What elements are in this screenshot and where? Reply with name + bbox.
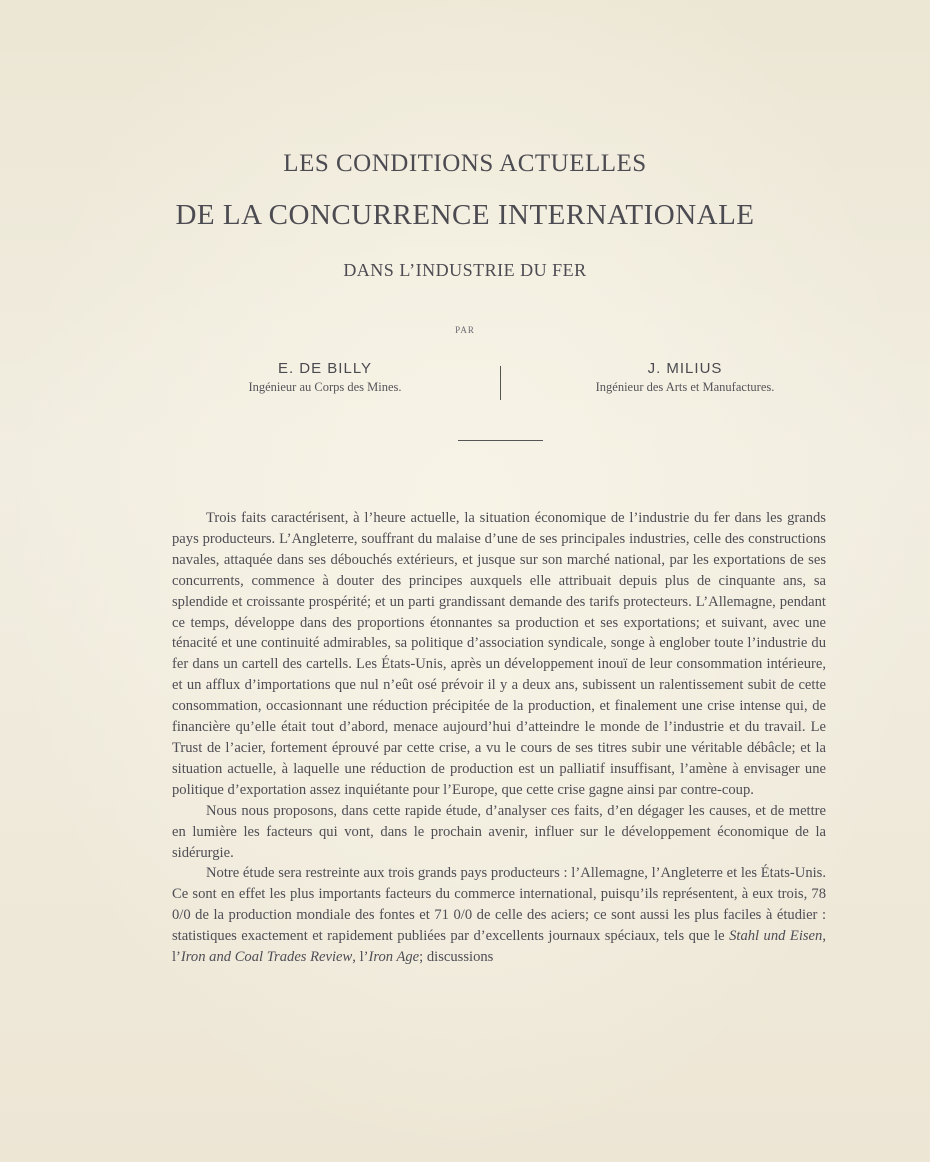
paragraph-2: Nous nous proposons, dans cette rapide étude, d’analyser ces faits, d’en dégager les causes, et de mettre en lumière les facteurs qui vont, dans le prochain avenir, influer sur le développement économique de la sidérurgie.: [172, 802, 826, 861]
journal-stahl-und-eisen: Stahl und Eisen: [729, 928, 823, 945]
author-divider: [500, 366, 501, 400]
title-separator-rule: [458, 440, 543, 441]
paragraph-3: [172, 863, 826, 968]
par-label: PAR: [455, 325, 475, 335]
author-role: Ingénieur des Arts et Manufactures.: [595, 380, 775, 394]
paragraph-3-text-b: ; discussions: [419, 949, 494, 966]
journal-iron-coal-trades-review: Iron and Coal Trades Review: [180, 949, 353, 966]
author-de-billy: [200, 360, 450, 395]
author-role: Ingénieur au Corps des Mines.: [248, 380, 402, 394]
author-name: E. DE BILLY: [277, 360, 373, 377]
author-name: J. MILIUS: [647, 360, 723, 377]
paragraph-3-sep-1: , l’: [172, 928, 826, 966]
paragraph-3-text-a: Notre étude sera restreinte aux trois grands pays producteurs : l’Allemagne, l’Angleterre et les États-Unis. Ce sont en effet les plus importants facteurs du commerce international, puisqu’ils représentent, à eux trois, 78 0/0 de la production mondiale des fontes et 71 0/0 de celle des aciers; ce sont aussi les plus faciles à étudier : statistiques exactement et rapidement publiées par d’excellents journaux spéciaux, tels que le: [172, 865, 826, 945]
title-line-2: DE LA CONCURRENCE INTERNATIONALE: [175, 199, 755, 231]
title-line-1: LES CONDITIONS ACTUELLES: [283, 150, 647, 177]
title-line-3: DANS L’INDUSTRIE DU FER: [343, 260, 587, 280]
author-milius: [540, 360, 830, 395]
paragraph-1: Trois faits caractérisent, à l’heure actuelle, la situation économique de l’industrie du fer dans les grands pays producteurs. L’Angleterre, souffrant du malaise d’une de ses principales industries, celle des constructions navales, attaquée dans ses débouchés extérieurs, et jusque sur son marché national, par les exportations de ses concurrents, commence à douter des principes auxquels elle attribuait depuis plus de cinquante ans, sa splendide et croissante prospérité; et un parti grandissant demande des tarifs protecteurs. L’Allemagne, pendant ce temps, développe dans des proportions étonnantes sa production et ses exportations; et suivant, avec une ténacité et une continuité admirables, sa politique d’association syndicale, songe à englober toute l’industrie du fer dans un cartell des cartells. Les États-Unis, après un développement inouï de leur consommation intérieure, et un afflux d’importations que nul n’eût osé prévoir il y a deux ans, subissent un ralentissement subit de cette consommation, occasionnant une réduction précipitée de la production, et finalement une crise intense qui, de financière qu’elle était tout d’abord, menace aujourd’hui d’atteindre le monde de l’industrie et du travail. Le Trust de l’acier, fortement éprouvé par cette crise, a vu le cours de ses titres subir une véritable débâcle; et la situation actuelle, à laquelle une réduction de production est un palliatif insuffisant, l’amène à envisager une politique d’exportation assez inquiétante pour l’Europe, que cette crise gagne ainsi par contre-coup.: [172, 510, 826, 798]
paragraph-3-sep-2: , l’: [352, 949, 369, 966]
article-body: [172, 508, 826, 968]
journal-iron-age: Iron Age: [368, 949, 420, 966]
